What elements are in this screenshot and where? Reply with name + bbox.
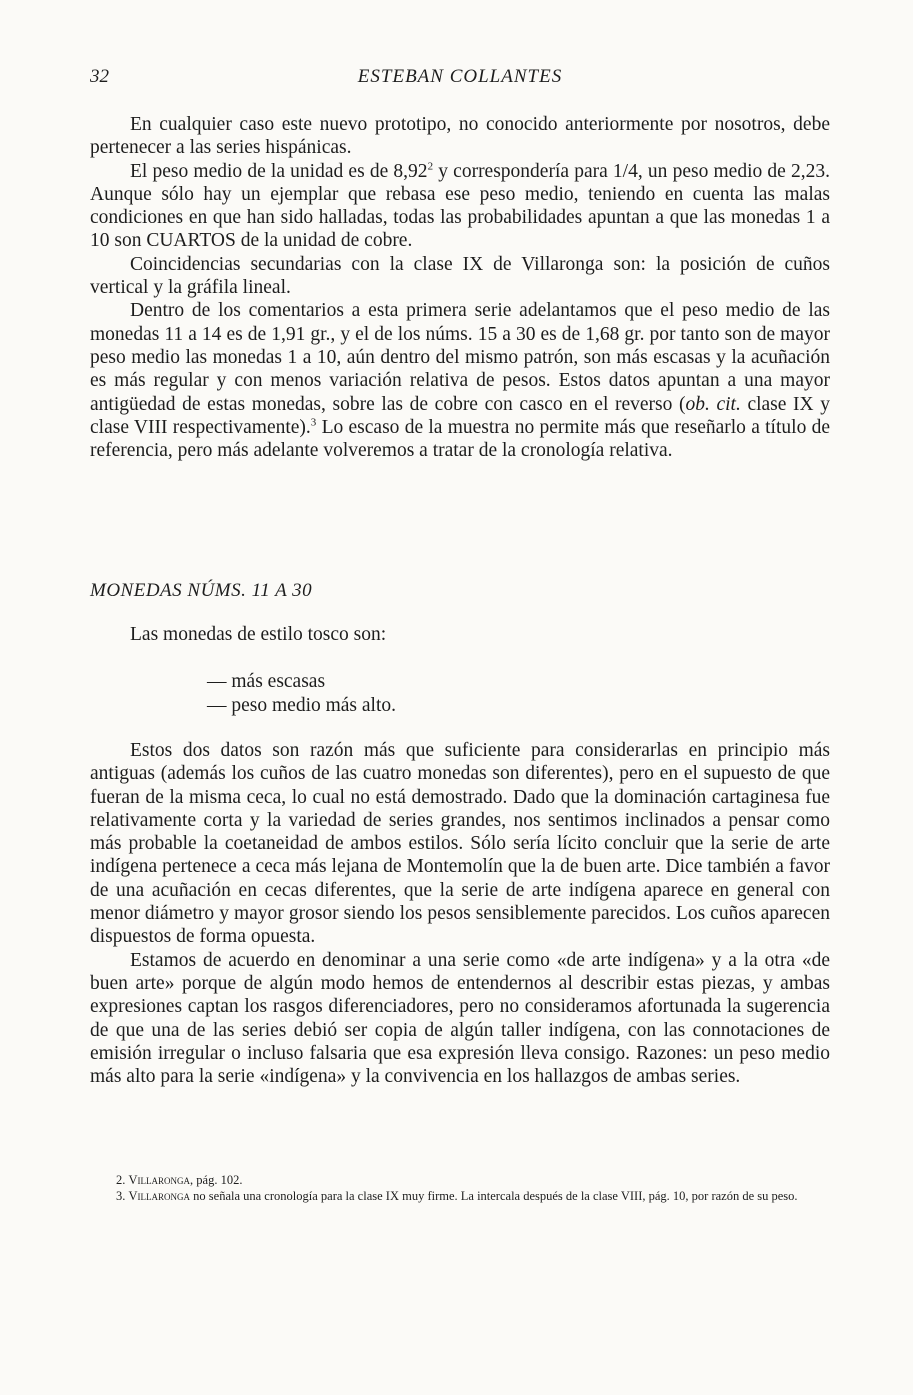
paragraph-2-text-b: y correspondería para 1/4, un peso medio de 2,23. Aunque sólo hay un ejemplar que rebasa ese peso medio, teniendo en cuenta las malas condiciones en que han sido halladas, todas las probabilidades apuntan a que las monedas 1 a 10 son CUARTOS de la unidad de cobre. (90, 160, 831, 252)
footnote-3-text: no señala una cronología para la clase IX muy firme. La intercala después de la clase VIII, pág. 10, por razón de su peso. (190, 1189, 798, 1203)
footnote-3-author: Villaronga (128, 1189, 191, 1203)
paragraph-2 (90, 160, 830, 253)
bullet-list (207, 670, 396, 717)
body-text-bottom (90, 739, 830, 1088)
body-text-top (90, 113, 830, 462)
paragraph-6: Estamos de acuerdo en denominar a una serie como «de arte indígena» y a la otra «de buen arte» porque de algún modo hemos de entendernos al describir estas piezas, y ambas expresiones captan los rasgos diferenciadores, pero no consideramos afortunada la sugerencia de que una de las series debió ser copia de algún taller indígena, con las connotaciones de emisión irregular o incluso falsaria que esa expresión lleva consigo. Razones: un peso medio más alto para la serie «indígena» y la convivencia en los hallazgos de ambas series. (90, 949, 830, 1088)
footnote-3-number: 3. (116, 1189, 126, 1203)
bullet-item: — más escasas (207, 671, 326, 692)
paragraph-2-text-a: El peso medio de la unidad es de 8,92 (130, 160, 428, 182)
footnote-2-text: , pág. 102. (190, 1173, 243, 1187)
footnote-3 (90, 1188, 830, 1204)
footnote-ref-2: 2 (427, 160, 434, 173)
section-heading: MONEDAS NÚMS. 11 A 30 (90, 580, 313, 601)
footnote-ref-3: 3 (310, 416, 317, 429)
footnote-2-number: 2. (116, 1173, 126, 1187)
paragraph-4-text-b: clase IX y clase VIII respectivamente). (90, 393, 830, 438)
paragraph-1: En cualquier caso este nuevo prototipo, no conocido anteriormente por nosotros, debe pertenecer a las series hispánicas. (90, 114, 830, 159)
section-lead: Las monedas de estilo tosco son: (130, 624, 387, 645)
paragraph-5: Estos dos datos son razón más que suficiente para considerarlas en principio más antiguas (además los cuños de las cuatro monedas son diferentes), pero en el supuesto de que fueran de la misma ceca, lo cual no está demostrado. Dado que la dominación cartaginesa fue relativamente corta y la variedad de series grandes, nos sentimos inclinados a pensar como más probable la coetaneidad de ambos estilos. Sólo sería lícito concluir que la serie de arte indígena pertenece a ceca más lejana de Montemolín que la de buen arte. Dice también a favor de una acuñación en cecas diferentes, que la serie de arte indígena aparece en general con menor diámetro y mayor grosor siendo los pesos sensiblemente parecidos. Los cuños aparecen dispuestos de forma opuesta. (90, 740, 830, 948)
paragraph-4-text-a: Dentro de los comentarios a esta primera serie adelantamos que el peso medio de las monedas 11 a 14 es de 1,91 gr., y el de los núms. 15 a 30 es de 1,68 gr. por tanto son de mayor peso medio las monedas 1 a 10, aún dentro del mismo patrón, son más escasas y la acuñación es más regular y con menos variación relativa de pesos. Estos datos apuntan a una mayor antigüedad de estas monedas, sobre las de cobre con casco en el reverso ( (90, 300, 830, 415)
footnotes (90, 1172, 830, 1204)
page-number: 32 (90, 66, 109, 87)
paragraph-4 (90, 299, 830, 462)
paragraph-4-citation: ob. cit. (685, 393, 741, 415)
footnote-2 (90, 1172, 830, 1188)
bullet-item: — peso medio más alto. (207, 694, 397, 716)
paragraph-3: Coincidencias secundarias con la clase IX de Villaronga son: la posición de cuños vertical y la gráfila lineal. (90, 253, 830, 299)
footnote-2-author: Villaronga (128, 1173, 191, 1187)
page-header (90, 66, 830, 94)
paragraph-4-text-c: Lo escaso de la muestra no permite más que reseñarlo a título de referencia, pero más adelante volveremos a tratar de la cronología relativa. (90, 416, 830, 462)
running-title: ESTEBAN COLLANTES (357, 66, 563, 87)
